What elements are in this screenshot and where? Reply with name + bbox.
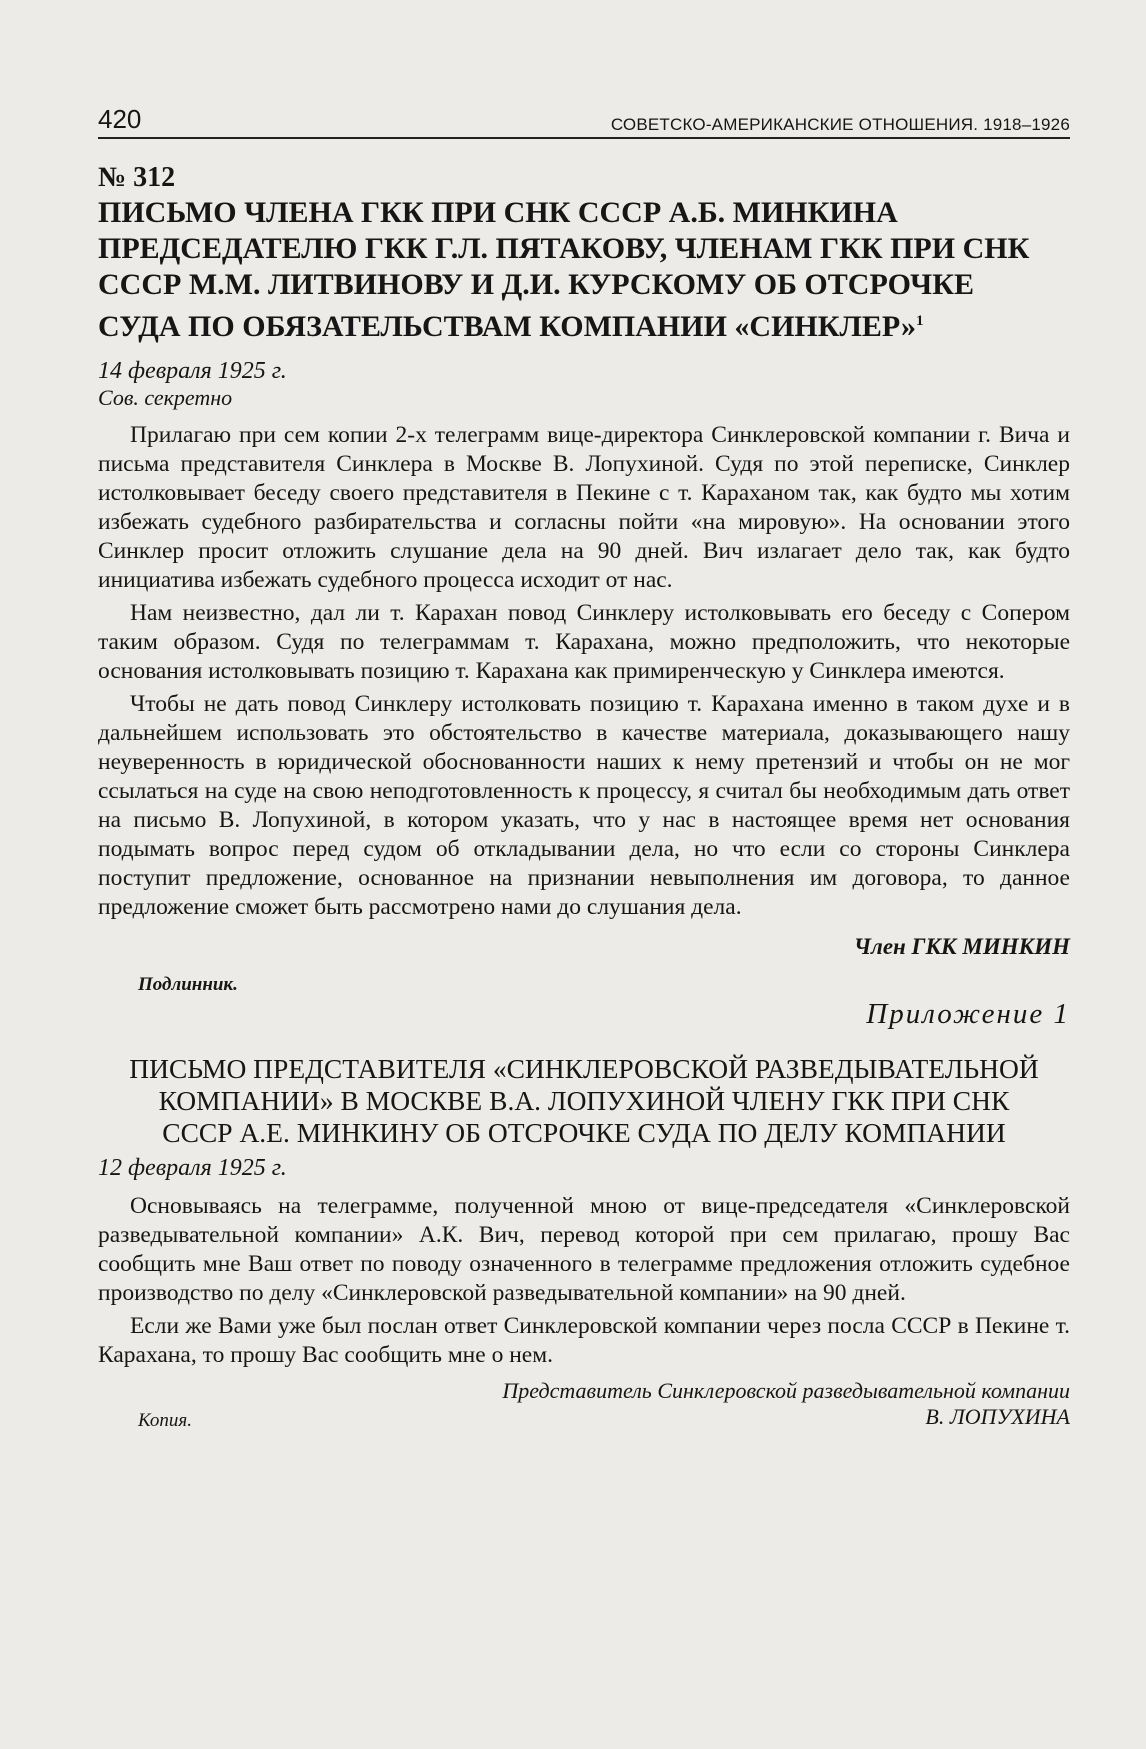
appendix-date: 12 февраля 1925 г. <box>98 1155 287 1181</box>
document-title-line: ПРЕДСЕДАТЕЛЮ ГКК Г.Л. ПЯТАКОВУ, ЧЛЕНАМ ГКК ПРИ СНК <box>98 232 1030 265</box>
body-paragraph: Нам неизвестно, дал ли т. Карахан повод Синклеру истолковывать его беседу с Сопером таким образом. Судя по телеграммам т. Карахана, можно предположить, что некоторые основания истолковывать позицию т. Карахана как примиренческую у Синклера имеются. <box>98 600 1070 684</box>
appendix-body <box>98 1192 1070 1370</box>
appendix-title <box>98 1053 1070 1149</box>
body-paragraph: Если же Вами уже был послан ответ Синклеровской компании через посла СССР в Пекине т. Карахана, то прошу Вас сообщить мне о нем. <box>98 1313 1070 1368</box>
running-title: СОВЕТСКО-АМЕРИКАНСКИЕ ОТНОШЕНИЯ. 1918–1926 <box>610 115 1070 134</box>
signature-name: В. ЛОПУХИНА <box>925 1404 1070 1429</box>
source-note: Подлинник. <box>138 974 238 995</box>
page-number: 420 <box>98 104 142 134</box>
document-title-line: СССР М.М. ЛИТВИНОВУ И Д.И. КУРСКОМУ ОБ ОТСРОЧКЕ <box>98 268 974 301</box>
classification-stamp: Сов. секретно <box>98 385 233 410</box>
copy-note: Копия. <box>138 1410 192 1431</box>
document-title <box>98 195 1070 345</box>
body-paragraph: Чтобы не дать повод Синклеру истолковать позицию т. Карахана именно в таком духе и в дальнейшем использовать это обстоятельство в качестве материала, доказывающего нашу неуверенность в юридической обоснованности наших к нему претензий и чтобы он не мог ссылаться на суде на свою неподготовленность к процессу, я считал бы необходимым дать ответ на письмо В. Лопухиной, в котором указать, что у нас в настоящее время нет основания подымать вопрос перед судом об откладывании дела, но что если со стороны Синклера поступит предложение, основанное на признании невыполнения им договора, то данное предложение сможет быть рассмотрено нами до слушания дела. <box>98 691 1070 920</box>
appendix-title-line: КОМПАНИИ» В МОСКВЕ В.А. ЛОПУХИНОЙ ЧЛЕНУ ГКК ПРИ СНК <box>158 1085 1010 1116</box>
signature-title: Представитель Синклеровской разведывательной компании <box>502 1378 1070 1403</box>
document-number: № 312 <box>98 162 176 193</box>
document-body <box>98 421 1070 922</box>
body-paragraph: Прилагаю при сем копии 2-х телеграмм вице-директора Синклеровской компании г. Вича и письма представителя Синклера в Москве В. Лопухиной. Судя по этой переписке, Синклер истолковывает беседу своего представителя в Пекине с т. Караханом так, как будто мы хотим избежать судебного разбирательства и согласны пойти «на мировую». На основании этого Синклер просит отложить слушание дела на 90 дней. Вич излагает дело так, как будто инициатива избежать судебного процесса исходит от нас. <box>98 422 1070 593</box>
document-title-line <box>98 303 1070 345</box>
signature: Член ГКК МИНКИН <box>853 934 1070 959</box>
running-header <box>98 104 1070 139</box>
document-title-line: ПИСЬМО ЧЛЕНА ГКК ПРИ СНК СССР А.Б. МИНКИНА <box>98 196 898 229</box>
document-date: 14 февраля 1925 г. <box>98 358 287 384</box>
footnote-mark[interactable]: 1 <box>915 313 924 329</box>
appendix-title-line: ПИСЬМО ПРЕДСТАВИТЕЛЯ «СИНКЛЕРОВСКОЙ РАЗВЕДЫВАТЕЛЬНОЙ <box>129 1053 1039 1084</box>
appendix-label: Приложение 1 <box>866 998 1070 1030</box>
appendix-title-line: СССР А.Е. МИНКИНУ ОБ ОТСРОЧКЕ СУДА ПО ДЕЛУ КОМПАНИИ <box>162 1117 1006 1148</box>
document-title-line-text: СУДА ПО ОБЯЗАТЕЛЬСТВАМ КОМПАНИИ «СИНКЛЕР» <box>98 310 916 343</box>
body-paragraph: Основываясь на телеграмме, полученной мною от вице-председателя «Синклеровской разведывательной компании» А.К. Вич, перевод которой при сем прилагаю, прошу Вас сообщить мне Ваш ответ по поводу означенного в телеграмме предложения отложить судебное производство по делу «Синклеровской разведывательной компании» на 90 дней. <box>98 1193 1070 1306</box>
